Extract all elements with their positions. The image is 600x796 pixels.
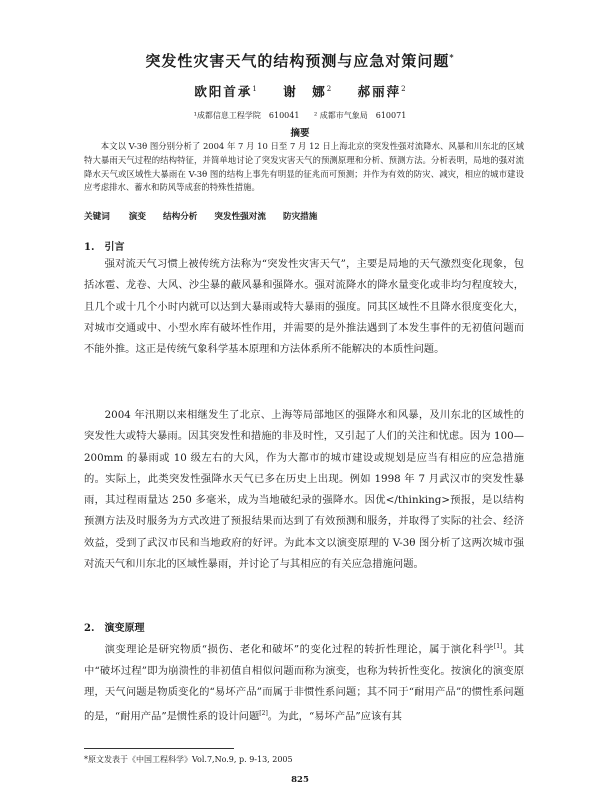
section-title: 演变原理 [104, 623, 145, 634]
author-affil-mark: 2 [326, 84, 332, 93]
author-2 [283, 84, 331, 99]
paragraph-text: 演变理论是研究物质“损伤、老化和破坏”的变化过程的转折性理论，属于演化科学 [104, 643, 494, 656]
body-paragraph-3 [84, 636, 524, 728]
citation-ref[interactable]: [1] [493, 643, 503, 650]
author-name: 欧阳首承 [194, 84, 253, 99]
affiliation-1: ¹成都信息工程学院 610041 [193, 111, 300, 120]
title-footnote-mark: * [449, 52, 455, 62]
author-affil-mark: 2 [401, 84, 406, 93]
title-text: 突发性灾害天气的结构预测与应急对策问题 [145, 52, 450, 70]
keywords [84, 210, 524, 222]
section-number: 2. [84, 623, 95, 634]
keyword-item: 突发性强对流 [214, 212, 266, 222]
section-heading-1 [84, 238, 124, 253]
author-3 [358, 84, 406, 99]
keyword-item: 防灾措施 [282, 212, 318, 222]
paragraph-text: 。为此，“易坏产品”应该有其 [267, 710, 402, 723]
section-number: 1. [84, 242, 95, 253]
abstract-text: 本文以 V-3θ 图分别分析了 2004 年 7 月 10 日至 7 月 12 日上海北京的突发性强对流降水、风暴和川东北的区域特大暴雨天气过程的结构特征，并简单地讨论了突发灾害天气的预测原理和分析、预测方法。分析表明，局地的强对流降水天气或区域性大暴雨在 V-3θ 图的结构上事先有明显的征兆而可预测；并作为有效的防灾、减灾，相应的城市建设应考虑排水、蓄水和防风等成套的特殊性措施。 [84, 141, 524, 193]
footnote-divider [84, 748, 234, 749]
author-1 [194, 84, 256, 99]
citation-ref[interactable]: [2] [259, 710, 268, 718]
page-number: 825 [291, 775, 309, 785]
body-paragraph-1: 强对流天气习惯上被传统方法称为“突发性灾害天气”，主要是局地的天气激烈变化现象，包括冰雹、龙卷、大风、沙尘暴的蔽风暴和强降水。强对流降水的降水量变化或非均匀程度较大，且几个或十几个小时内就可以达到大暴雨或特大暴雨的强度。同其区域性不且降水很度变化大，对城市交通或中、小型水库有破坏性作用，并需要的是外推法遇到了本发生事件的无初值问题而不能外推。这正是传统气象科学基本原理和方法体系所不能解决的本质性问题。 [84, 258, 524, 356]
footnote: *原文发表于《中国工程科学》Vol.7,No.9, p. 9-13, 2005 [84, 755, 293, 764]
section-heading-2 [84, 619, 144, 634]
keyword-item: 结构分析 [163, 212, 198, 222]
paper-title [0, 50, 600, 71]
paragraph-text: 。其中“破坏过程”即为崩溃性的非初值自相似问题而称为演变，也称为转折性变化。按演化的演变原理，天气问题是物质变化的“易坏产品”而属于非惯性系问题；其不同于“耐用产品”的惯性系问题的是，“耐用产品”是惯性系的设计问题 [84, 643, 525, 723]
author-name: 郝丽萍 [357, 84, 402, 99]
author-name: 谢 娜 [283, 84, 327, 99]
affiliation-2: ² 成都市气象局 610071 [314, 111, 407, 120]
section-title: 引言 [104, 242, 125, 253]
keywords-label: 关键词 [84, 212, 110, 222]
author-affil-mark: 1 [252, 84, 257, 93]
affiliations [0, 110, 600, 121]
keyword-item: 演变 [128, 212, 146, 222]
author-list [0, 82, 600, 100]
abstract-heading: 摘要 [290, 128, 310, 139]
body-paragraph-2: 2004 年汛期以来相继发生了北京、上海等局部地区的强降水和风暴，及川东北的区域性的突发性大或特大暴雨。因其突发性和措施的非及时性，又引起了人们的关注和忧虑。因为 100—200mm 的暴雨或 10 级左右的大风，作为大都市的城市建设或规划是应当有相应的应急措施的。实际上，此类突发性强降水天气已多在历史上出现。例如 1998 年 7 月武汉市的突发性暴雨，其过程雨量达 250 多毫米，成为当地破纪录的强降水。因优</thinking>预报，是以结构预测方法及时服务为方式改进了预报结果而达到了有效预测和服务，并取得了实际的社会、经济效益，受到了武汉市民和当地政府的好评。为此本文以演变原理的 V-3θ 图分析了这两次城市强对流天气和川东北的区域性暴雨，并讨论了与其相应的有关应急措施问题。 [84, 409, 524, 571]
